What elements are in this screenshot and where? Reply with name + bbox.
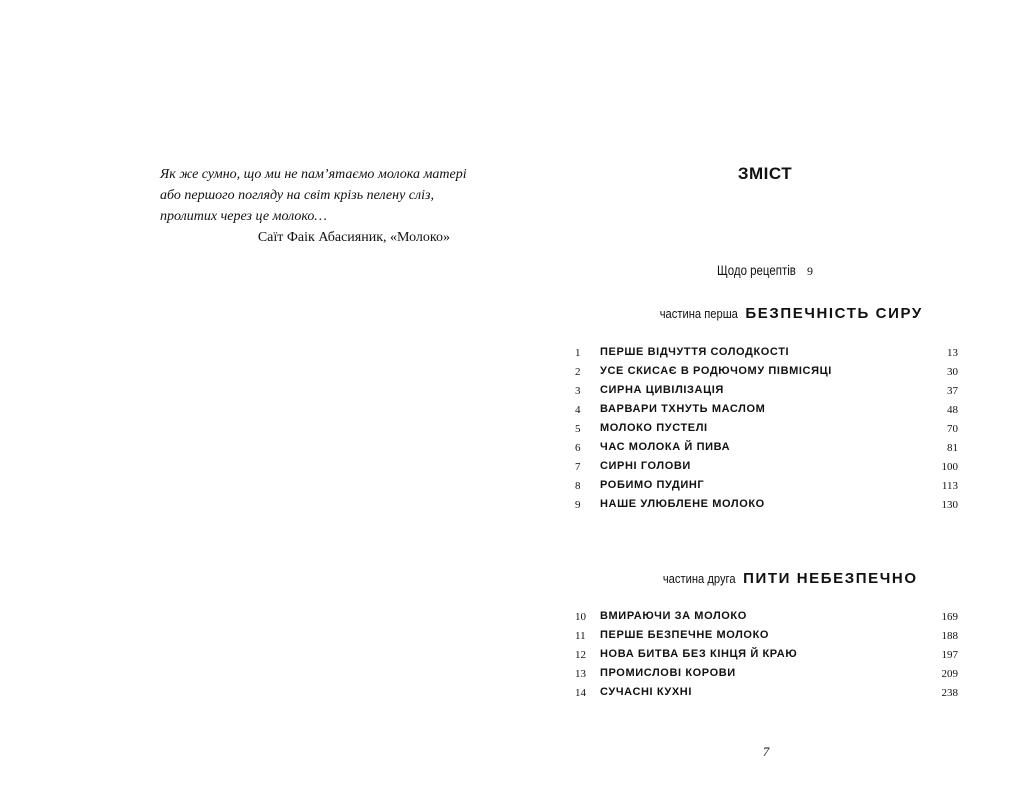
part-label: частина друга (662, 571, 736, 586)
toc-chapter-row[interactable] (575, 402, 958, 421)
epigraph (160, 164, 467, 248)
chapter-page: 238 (941, 687, 958, 699)
chapter-number: 1 (575, 347, 581, 359)
chapter-list-part-2 (575, 609, 958, 704)
toc-chapter-row[interactable] (575, 440, 958, 459)
toc-entry-page: 9 (807, 264, 813, 278)
chapter-title: НАШЕ УЛЮБЛЕНЕ МОЛОКО (600, 498, 765, 510)
chapter-page: 100 (941, 461, 958, 473)
part-label: частина перша (659, 306, 738, 321)
toc-chapter-row[interactable] (575, 364, 958, 383)
chapter-number: 7 (575, 461, 581, 473)
chapter-title: ПЕРШЕ БЕЗПЕЧНЕ МОЛОКО (600, 629, 770, 641)
toc-chapter-row[interactable] (575, 647, 958, 666)
epigraph-line: або першого погляду на світ крізь пелену сліз, (160, 188, 434, 203)
chapter-number: 9 (575, 499, 581, 511)
chapter-page: 48 (947, 404, 958, 416)
chapter-title: СИРНА ЦИВІЛІЗАЦІЯ (600, 384, 724, 396)
chapter-title: РОБИМО ПУДИНГ (600, 479, 705, 491)
toc-entry-recipes[interactable] (717, 262, 813, 279)
toc-chapter-row[interactable] (575, 609, 958, 628)
part-heading-1 (647, 305, 923, 323)
chapter-page: 209 (941, 668, 958, 680)
chapter-number: 3 (575, 385, 581, 397)
chapter-page: 30 (947, 366, 958, 378)
chapter-number: 4 (575, 404, 581, 416)
toc-chapter-row[interactable] (575, 628, 958, 647)
chapter-page: 113 (941, 480, 958, 492)
epigraph-attribution: Саїт Фаік Абасияник, «Молоко» (257, 230, 450, 245)
chapter-page: 13 (947, 347, 958, 359)
chapter-title: УСЕ СКИСАЄ В РОДЮЧОМУ ПІВМІСЯЦІ (600, 365, 832, 377)
chapter-list-part-1 (575, 345, 958, 516)
chapter-title: ЧАС МОЛОКА Й ПИВА (600, 441, 731, 453)
part-title: БЕЗПЕЧНІСТЬ СИРУ (745, 305, 923, 322)
toc-chapter-row[interactable] (575, 478, 958, 497)
part-heading-2 (651, 570, 918, 588)
page-number: 7 (762, 744, 770, 759)
part-title: ПИТИ НЕБЕЗПЕЧНО (743, 570, 918, 587)
chapter-number: 5 (575, 423, 581, 435)
toc-title: ЗМІСТ (737, 164, 793, 183)
chapter-number: 12 (575, 649, 586, 661)
chapter-number: 8 (575, 480, 581, 492)
chapter-title: ПЕРШЕ ВІДЧУТТЯ СОЛОДКОСТІ (600, 346, 790, 358)
chapter-title: ПРОМИСЛОВІ КОРОВИ (600, 667, 736, 679)
chapter-title: МОЛОКО ПУСТЕЛІ (600, 422, 708, 434)
chapter-number: 10 (575, 611, 586, 623)
chapter-page: 37 (947, 385, 958, 397)
chapter-number: 14 (575, 687, 586, 699)
chapter-page: 81 (947, 442, 958, 454)
toc-chapter-row[interactable] (575, 685, 958, 704)
chapter-page: 130 (941, 499, 958, 511)
toc-chapter-row[interactable] (575, 459, 958, 478)
toc-chapter-row[interactable] (575, 666, 958, 685)
chapter-number: 13 (575, 668, 586, 680)
toc-chapter-row[interactable] (575, 497, 958, 516)
chapter-number: 2 (575, 366, 581, 378)
epigraph-line: пролитих через це молоко… (160, 209, 327, 224)
toc-chapter-row[interactable] (575, 345, 958, 364)
chapter-number: 11 (575, 630, 586, 642)
chapter-title: ВАРВАРИ ТХНУТЬ МАСЛОМ (600, 403, 766, 415)
toc-chapter-row[interactable] (575, 383, 958, 402)
chapter-title: ВМИРАЮЧИ ЗА МОЛОКО (600, 610, 747, 622)
toc-entry-label: Щодо рецептів (717, 262, 796, 278)
epigraph-line: Як же сумно, що ми не пам’ятаємо молока матері (160, 167, 467, 182)
chapter-page: 197 (941, 649, 958, 661)
chapter-title: СУЧАСНІ КУХНІ (600, 686, 693, 698)
chapter-title: СИРНІ ГОЛОВИ (600, 460, 691, 472)
chapter-page: 169 (941, 611, 958, 623)
chapter-page: 188 (941, 630, 958, 642)
toc-chapter-row[interactable] (575, 421, 958, 440)
chapter-title: НОВА БИТВА БЕЗ КІНЦЯ Й КРАЮ (600, 648, 798, 660)
chapter-number: 6 (575, 442, 581, 454)
chapter-page: 70 (947, 423, 958, 435)
